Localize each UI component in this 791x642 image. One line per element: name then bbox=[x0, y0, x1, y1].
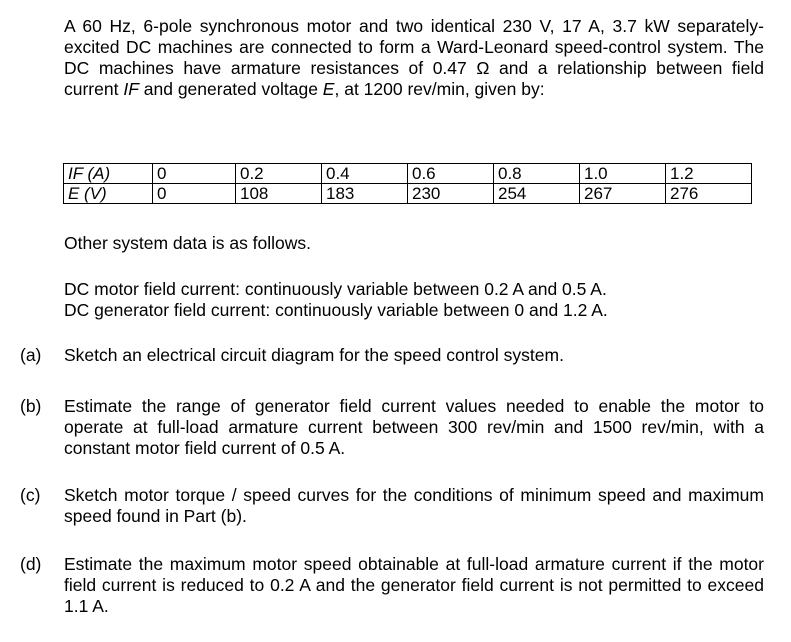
table-cell: 0.6 bbox=[408, 164, 494, 184]
problem-intro bbox=[64, 16, 764, 100]
table-cell: 108 bbox=[236, 184, 322, 204]
field-current-voltage-table bbox=[63, 163, 752, 204]
motor-field-limit: DC motor field current: continuously variable between 0.2 A and 0.5 A. bbox=[64, 279, 607, 299]
question-label: (a) bbox=[20, 345, 42, 365]
table-cell: 0.2 bbox=[236, 164, 322, 184]
table-cell: 0.4 bbox=[322, 164, 408, 184]
table-row-if bbox=[64, 164, 752, 184]
table-cell: 276 bbox=[666, 184, 752, 204]
question-label: (b) bbox=[20, 396, 42, 416]
row-label-e: E (V) bbox=[64, 184, 153, 204]
table-cell: 267 bbox=[580, 184, 666, 204]
question-text: Sketch an electrical circuit diagram for the speed control system. bbox=[64, 345, 564, 365]
table-cell: 254 bbox=[494, 184, 580, 204]
table-cell: 0.8 bbox=[494, 164, 580, 184]
table-cell: 0 bbox=[153, 164, 236, 184]
generator-field-limit: DC generator field current: continuously variable between 0 and 1.2 A. bbox=[64, 300, 608, 320]
field-current-limits bbox=[64, 279, 764, 321]
intro-var-if: IF bbox=[123, 79, 139, 99]
question-text: Estimate the range of generator field current values needed to enable the motor to operate at full-load armature current between 300 rev/min and 1500 rev/min, with a constant motor field current of 0.5 A. bbox=[64, 396, 764, 458]
intro-text-3: , at 1200 rev/min, given by: bbox=[334, 79, 545, 99]
table-cell: 1.0 bbox=[580, 164, 666, 184]
intro-text-2: and generated voltage bbox=[138, 79, 323, 99]
table-cell: 230 bbox=[408, 184, 494, 204]
table-cell: 1.2 bbox=[666, 164, 752, 184]
intro-text-1: A 60 Hz, 6-pole synchronous motor and two identical 230 V, 17 A, 3.7 kW separately-excited DC machines are connected to form a Ward-Leonard speed-control system. The DC machines have armature resistances of 0.47 Ω and a relationship between field current bbox=[64, 16, 764, 99]
row-label-if: IF (A) bbox=[64, 164, 153, 184]
other-data-heading: Other system data is as follows. bbox=[64, 233, 312, 253]
question-text: Estimate the maximum motor speed obtainable at full-load armature current if the motor field current is reduced to 0.2 A and the generator field current is not permitted to exceed 1.1 A. bbox=[64, 554, 764, 616]
table-row-e bbox=[64, 184, 752, 204]
question-label: (c) bbox=[20, 485, 41, 505]
intro-var-e: E bbox=[322, 79, 335, 99]
question-text: Sketch motor torque / speed curves for the conditions of minimum speed and maximum speed found in Part (b). bbox=[64, 485, 764, 526]
table-cell: 183 bbox=[322, 184, 408, 204]
table-cell: 0 bbox=[153, 184, 236, 204]
question-label: (d) bbox=[20, 554, 42, 574]
